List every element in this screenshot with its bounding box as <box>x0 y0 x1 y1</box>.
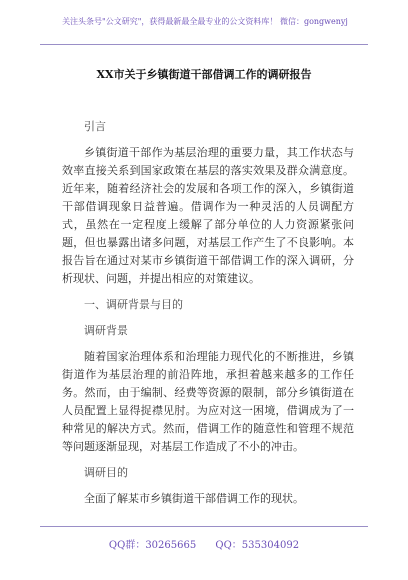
document-title: XX市关于乡镇街道干部借调工作的调研报告 <box>96 68 312 81</box>
header-divider <box>40 44 368 45</box>
document-body <box>62 118 354 516</box>
footer <box>40 536 368 551</box>
subheading-purpose: 调研目的 <box>84 466 128 479</box>
footer-qq: QQ：535304092 <box>215 540 300 551</box>
section-heading-intro: 引言 <box>84 120 106 133</box>
subheading-background: 调研背景 <box>84 324 128 337</box>
header-note: 关注头条号"公文研究"，获得最新最全最专业的公文资料库！ 微信：gongwenyj <box>62 17 348 26</box>
footer-qq-group: QQ群：30265665 <box>108 540 197 551</box>
paragraph-background: 随着国家治理体系和治理能力现代化的不断推进，乡镇街道作为基层治理的前沿阵地，承担着越来越多的工作任务。然而，由于编制、经费等资源的限制，部分乡镇街道在人员配置上显得捉襟见肘。为应对这一困境，借调成为了一种常见的解决方式。然而，借调工作的随意性和管理不规范等问题逐渐显现，对基层工作造成了不小的冲击。 <box>62 350 354 453</box>
paragraph-purpose: 全面了解某市乡镇街道干部借调工作的现状。 <box>84 492 304 505</box>
footer-divider <box>40 526 368 527</box>
paragraph-intro: 乡镇街道干部作为基层治理的重要力量，其工作状态与效率直接关系到国家政策在基层的落实效果及群众满意度。近年来，随着经济社会的发展和各项工作的深入，乡镇街道干部借调现象日益普遍。借调作为一种灵活的人员调配方式，虽然在一定程度上缓解了部分单位的人力资源紧张问题，但也暴露出诸多问题，对基层工作产生了不良影响。本报告旨在通过对某市乡镇街道干部借调工作的深入调研，分析现状、问题，并提出相应的对策建议。 <box>62 146 354 285</box>
section-heading-background-purpose: 一、调研背景与目的 <box>84 298 183 311</box>
